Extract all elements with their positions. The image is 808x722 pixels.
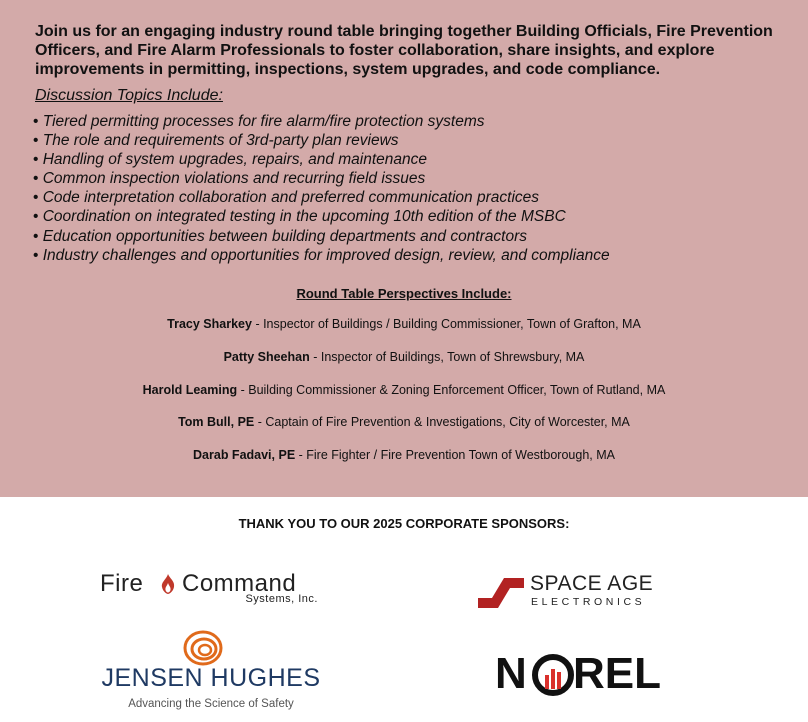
logo-subtitle: Systems, Inc.: [245, 593, 318, 605]
person-name: Tom Bull, PE: [178, 415, 255, 429]
space-age-mark-icon: [478, 574, 524, 608]
list-item: • The role and requirements of 3rd-party plan reviews: [33, 131, 610, 150]
list-item: • Education opportunities between building departments and contractors: [33, 227, 610, 246]
perspective-item: [0, 415, 808, 429]
fire-command-logo: [100, 570, 322, 610]
space-age-logo: [478, 572, 678, 612]
norel-o-icon: [531, 653, 575, 697]
list-item: • Common inspection violations and recurring field issues: [33, 169, 610, 188]
swirl-icon: [183, 628, 223, 668]
flame-icon: [156, 572, 180, 596]
perspective-item: [0, 383, 808, 397]
event-intro: Join us for an engaging industry round table bringing together Building Officials, Fire Prevention Officers, and Fire Alarm Professionals to foster collaboration, share insights, and explore improvements in permitting, inspections, system upgrades, and code compliance.: [35, 23, 773, 78]
person-role: - Building Commissioner & Zoning Enforcement Officer, Town of Rutland, MA: [237, 383, 666, 397]
perspective-item: [0, 317, 808, 331]
topics-heading: Discussion Topics Include:: [35, 87, 223, 104]
person-name: Darab Fadavi, PE: [193, 448, 296, 462]
jensen-hughes-logo: [100, 628, 322, 718]
list-item: • Tiered permitting processes for fire alarm/fire protection systems: [33, 112, 610, 131]
logo-text: Fire: [100, 570, 144, 597]
logo-subtitle: ELECTRONICS: [531, 596, 646, 608]
list-item: • Industry challenges and opportunities for improved design, review, and compliance: [33, 246, 610, 265]
person-role: - Inspector of Buildings / Building Commissioner, Town of Grafton, MA: [251, 317, 641, 331]
logo-text: REL: [573, 649, 661, 698]
logo-text: SPACE AGE: [530, 572, 654, 595]
norel-logo: [495, 650, 670, 700]
list-item: • Handling of system upgrades, repairs, and maintenance: [33, 150, 610, 169]
perspective-item: [0, 448, 808, 462]
person-name: Tracy Sharkey: [167, 317, 252, 331]
logo-tagline: Advancing the Science of Safety: [128, 698, 294, 710]
logo-text: N: [495, 649, 527, 698]
topics-list: [33, 112, 610, 265]
logo-text: Command: [182, 570, 297, 597]
person-role: - Inspector of Buildings, Town of Shrewsbury, MA: [309, 350, 585, 364]
person-name: Harold Leaming: [142, 383, 238, 397]
sponsors-heading: THANK YOU TO OUR 2025 CORPORATE SPONSORS:: [238, 516, 570, 531]
perspectives-heading: Round Table Perspectives Include:: [296, 286, 512, 301]
list-item: • Coordination on integrated testing in the upcoming 10th edition of the MSBC: [33, 207, 610, 226]
person-role: - Captain of Fire Prevention & Investigations, City of Worcester, MA: [254, 415, 630, 429]
perspective-item: [0, 350, 808, 364]
list-item: • Code interpretation collaboration and preferred communication practices: [33, 188, 610, 207]
person-role: - Fire Fighter / Fire Prevention Town of Westborough, MA: [295, 448, 615, 462]
logo-text: JENSEN HUGHES: [101, 664, 321, 692]
person-name: Patty Sheehan: [223, 350, 310, 364]
